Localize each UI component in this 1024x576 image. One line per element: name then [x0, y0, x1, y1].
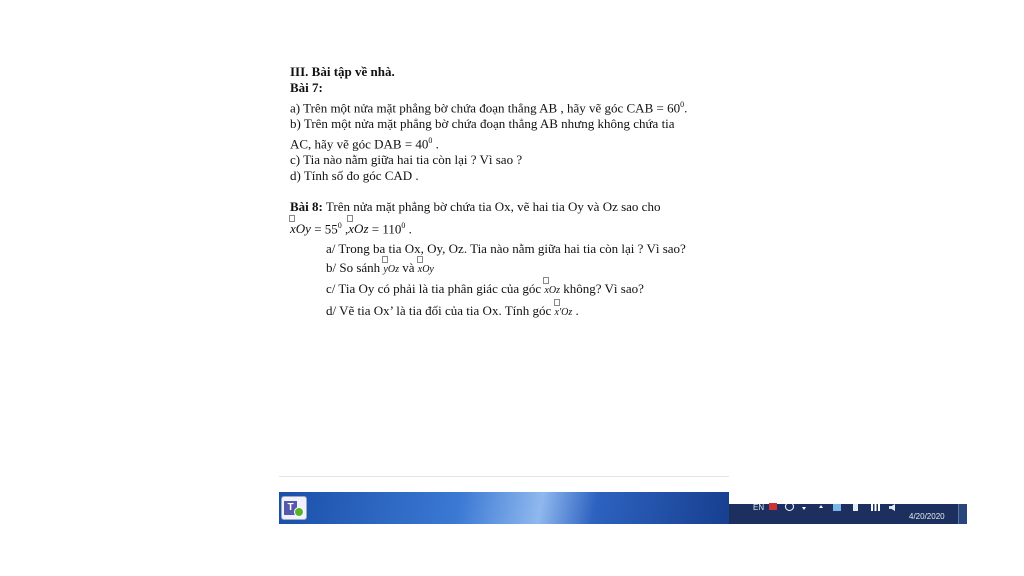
angle-hat-icon [543, 277, 549, 284]
angle-xoy-small: xOy [418, 262, 434, 278]
angle-hat-icon [554, 299, 560, 306]
taskbar [279, 492, 729, 524]
dropdown-icon[interactable] [802, 507, 806, 510]
angle-hat-icon [347, 215, 353, 222]
bai7-line-b2: AC, hãy vẽ góc DAB = $40^0$ . [290, 135, 439, 151]
language-indicator[interactable]: EN [753, 503, 765, 512]
page-separator [279, 476, 729, 477]
angle-xoy: xOy [290, 221, 311, 237]
angle-xoz-small: xOz [544, 283, 560, 299]
angle-xoz: xOz [348, 221, 368, 237]
bai7-line-a: a) Trên một nửa mặt phẳng bờ chứa đoạn thẳng AB , hãy vẽ góc CAB = $60^0$. [290, 99, 688, 115]
help-icon[interactable] [785, 502, 794, 511]
show-desktop-button[interactable] [958, 504, 967, 524]
angle-x-prime-oz: x'Oz [555, 305, 573, 321]
bai7-line-c: c) Tia nào nằm giữa hai tia còn lại ? Vì sao ? [290, 152, 523, 168]
bai8-angles: xOy = $55^0$ , xOz = $110^0$ . [290, 218, 730, 238]
battery-icon[interactable] [853, 504, 858, 511]
status-dot-icon [294, 507, 304, 517]
signal-icon[interactable] [871, 504, 880, 511]
arrow-up-icon[interactable] [819, 505, 823, 508]
section-title: III. Bài tập về nhà. [290, 64, 395, 79]
bai8-item-b: b/ So sánh yOz và xOy [290, 260, 730, 278]
tray-overlay [729, 492, 967, 504]
bai8-item-d: d/ Vẽ tia Ox’ là tia đối của tia Ox. Tính góc x'Oz . [290, 303, 730, 321]
network-device-icon[interactable] [833, 504, 841, 511]
bai8-item-c: c/ Tia Oy có phải là tia phân giác của góc xOz không? Vì sao? [290, 281, 730, 299]
bai7-line-d: d) Tính số đo góc CAD . [290, 168, 419, 184]
bai7-line-b1: b) Trên một nửa mặt phẳng bờ chứa đoạn thẳng AB nhưng không chứa tia [290, 116, 675, 132]
system-tray [729, 504, 967, 524]
angle-hat-icon [417, 256, 423, 263]
volume-icon[interactable] [889, 504, 895, 511]
teams-letter: T [284, 501, 297, 515]
angle-hat-icon [289, 215, 295, 222]
bai8-intro: Bài 8: Trên nửa mặt phẳng bờ chứa tia Ox, vẽ hai tia Oy và Oz sao cho [290, 198, 661, 214]
teams-icon[interactable] [281, 496, 307, 520]
angle-hat-icon [382, 256, 388, 263]
document-page [290, 64, 730, 321]
bai7-title: Bài 7: [290, 80, 323, 96]
bai8-item-a: a/ Trong ba tia Ox, Oy, Oz. Tia nào nằm giữa hai tia còn lại ? Vì sao? [326, 240, 686, 256]
flag-icon[interactable] [769, 503, 777, 510]
taskbar-date[interactable]: 4/20/2020 [909, 512, 945, 521]
angle-yoz: yOz [383, 262, 399, 278]
